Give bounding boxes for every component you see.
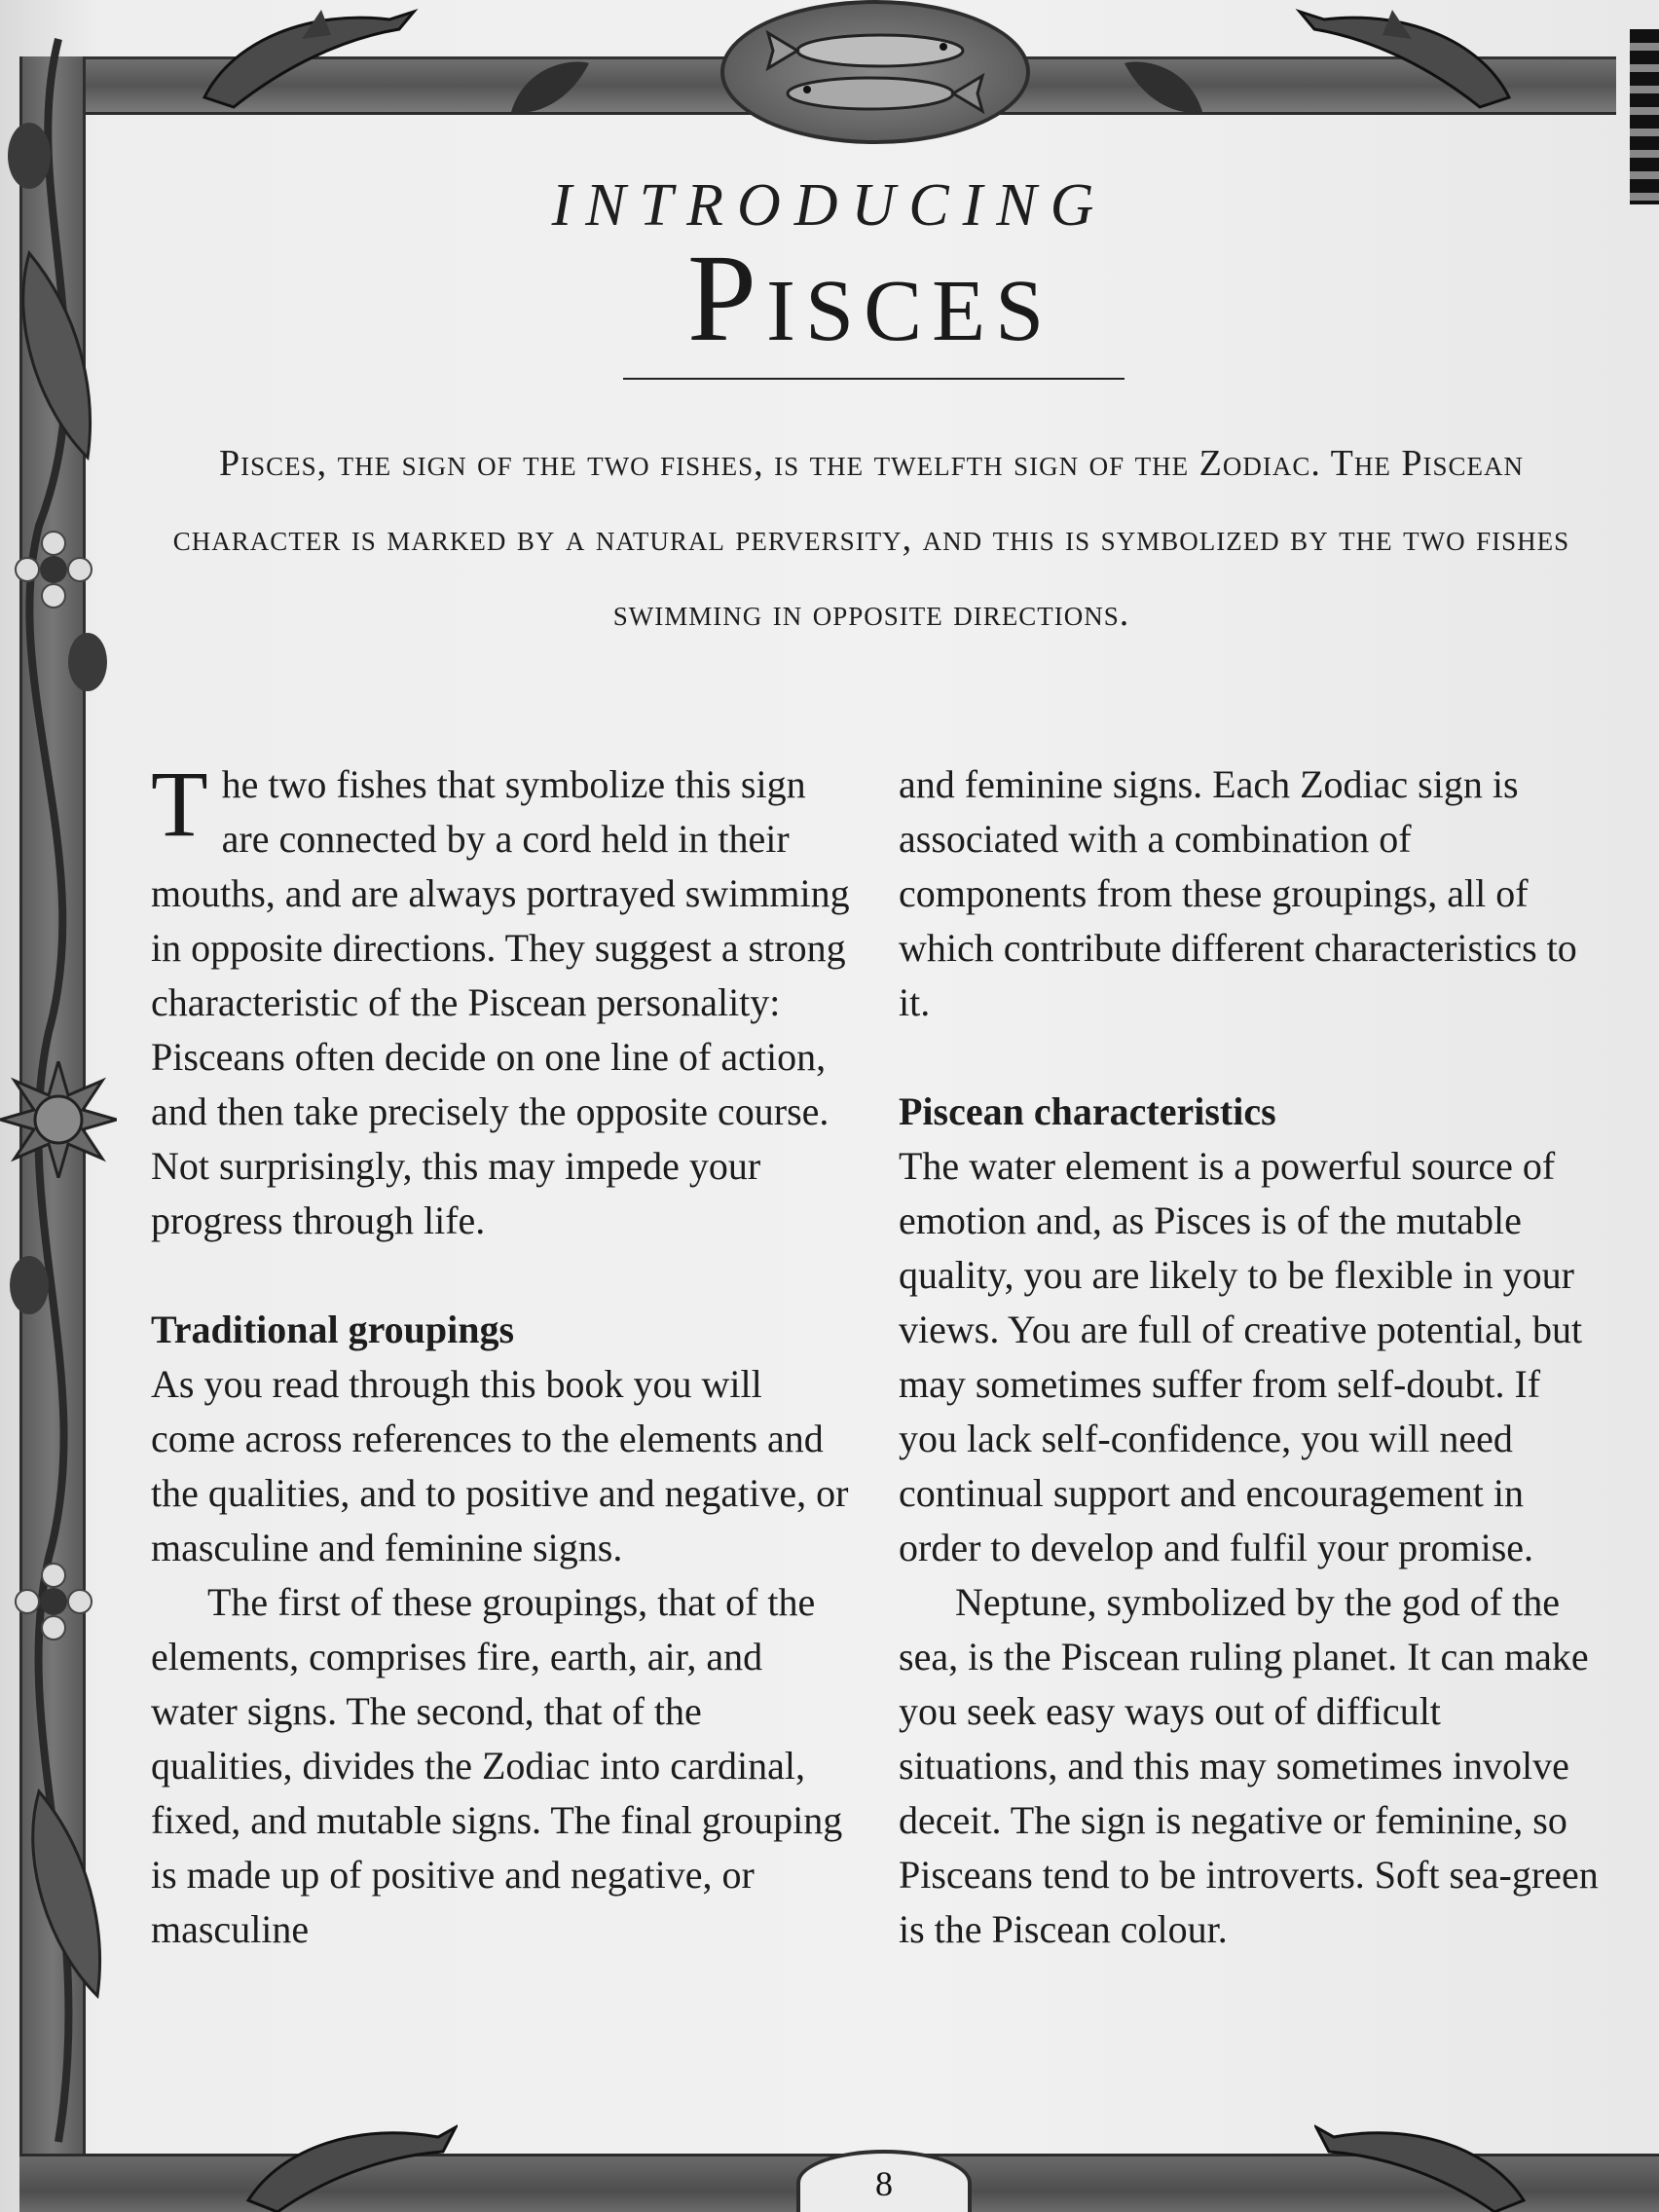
right-column: [899, 757, 1600, 1957]
leaf-icon: [506, 54, 594, 122]
page-title: [0, 229, 1659, 367]
paragraph-elements: The first of these groupings, that of the elements, comprises fire, earth, air, and water signs. The second, that of the qualities, divides the Zodiac into cardinal, fixed, and mutable signs. The final grouping is made up of positive and negative, or masculine: [151, 1580, 843, 1951]
section-heading-piscean-characteristics: Piscean characteristics: [899, 1089, 1276, 1133]
dolphin-icon: [195, 0, 419, 117]
flower-icon: [10, 526, 97, 613]
heading-kicker: INTRODUCING: [551, 172, 1108, 239]
flower-icon: [10, 1558, 97, 1645]
drop-cap: T: [151, 752, 208, 856]
left-column: [151, 752, 852, 1957]
opening-paragraph: [151, 752, 852, 1248]
fish-icon: [724, 4, 1026, 140]
opening-paragraph-text: he two fishes that symbolize this sign are connected by a cord held in their mouths, and are always portrayed swimming in opposite directions. They suggest a strong characteristic of the Piscean personality: Pisceans often decide on one line of action, and then take precisely the opposite course. Not surprisingly, this may impede your progress through life.: [151, 762, 850, 1242]
page-number: 8: [875, 2164, 893, 2203]
paragraph-neptune: Neptune, symbolized by the god of the sea, is the Piscean ruling planet. It can make you seek easy ways out of difficult situations, and this may sometimes involve deceit. The sign is negative or feminine, so Pisceans tend to be introverts. Soft sea-green is the Piscean colour.: [899, 1580, 1599, 1951]
dolphin-icon: [243, 2108, 458, 2212]
page-number-badge: [796, 2150, 972, 2212]
sun-icon: [0, 1061, 117, 1178]
fishes-medallion: [720, 0, 1030, 144]
paragraph-groupings: As you read through this book you will come across references to the elements and the qualities, and to positive and negative, or masculine and feminine signs.: [151, 1362, 849, 1569]
intro-paragraph: Pisces, the sign of the two fishes, is the twelfth sign of the Zodiac. The Piscean character is marked by a natural perversity, and this is symbolized by the two fishes swimming in opposite directions.: [172, 443, 1570, 634]
dolphin-icon: [1314, 2108, 1529, 2212]
dolphin-icon: [1295, 0, 1519, 117]
leaf-icon: [1120, 54, 1207, 122]
title-rule: [623, 378, 1124, 380]
page-title-text: Pisces: [686, 229, 1054, 367]
continuation-paragraph: and feminine signs. Each Zodiac sign is associated with a combination of components from these groupings, all of which contribute different characteristics to it.: [899, 762, 1577, 1024]
paragraph-water-element: The water element is a powerful source of emotion and, as Pisces is of the mutable quality, you are likely to be flexible in your views. You are full of creative potential, but may sometimes suffer from self-doubt. If you lack self-confidence, you will need continual support and encouragement in order to develop and fulfil your promise.: [899, 1144, 1583, 1569]
section-heading-traditional-groupings: Traditional groupings: [151, 1308, 515, 1351]
